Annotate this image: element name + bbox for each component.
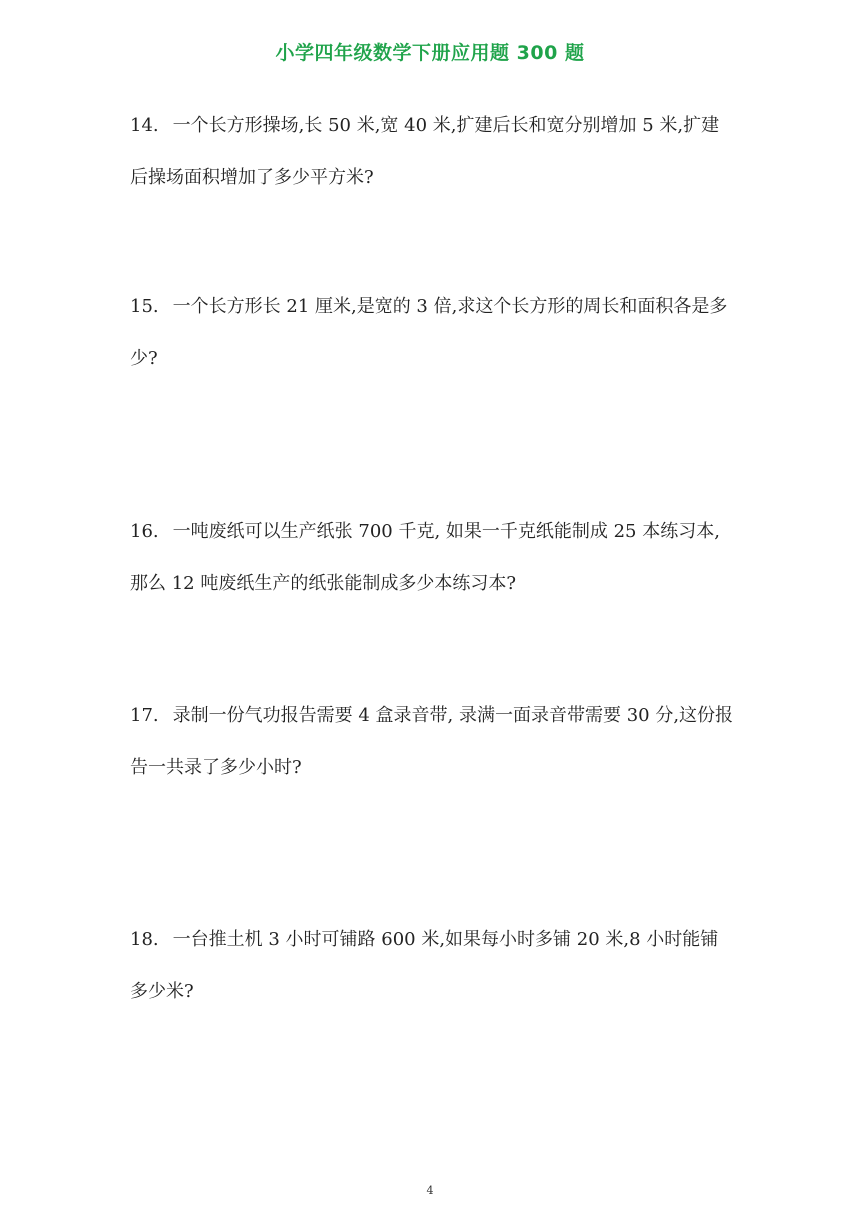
page-title: 小学四年级数学下册应用题 300 题 [275,42,585,64]
page-number: 4 [426,1184,434,1197]
problem-16 [130,506,735,610]
problem-text: 录制一份气功报告需要 4 盒录音带, 录满一面录音带需要 30 分,这份报告一共录了多少小时? [130,705,734,778]
problem-text: 一个长方形长 21 厘米,是宽的 3 倍,求这个长方形的周长和面积各是多少? [130,296,728,369]
problem-17 [130,690,735,794]
problem-number: 16. [130,521,159,542]
problem-text: 一吨废纸可以生产纸张 700 千克, 如果一千克纸能制成 25 本练习本, 那么 12 吨废纸生产的纸张能制成多少本练习本? [130,521,720,594]
problem-number: 15. [130,296,159,317]
problem-text: 一个长方形操场,长 50 米,宽 40 米,扩建后长和宽分别增加 5 米,扩建后操场面积增加了多少平方米? [130,115,720,188]
problem-14 [130,100,735,204]
problem-18 [130,914,735,1018]
problem-15 [130,281,735,385]
problem-number: 14. [130,115,159,136]
problem-number: 18. [130,929,159,950]
problem-text: 一台推土机 3 小时可铺路 600 米,如果每小时多铺 20 米,8 小时能铺多少米? [130,929,719,1002]
problem-number: 17. [130,705,159,726]
